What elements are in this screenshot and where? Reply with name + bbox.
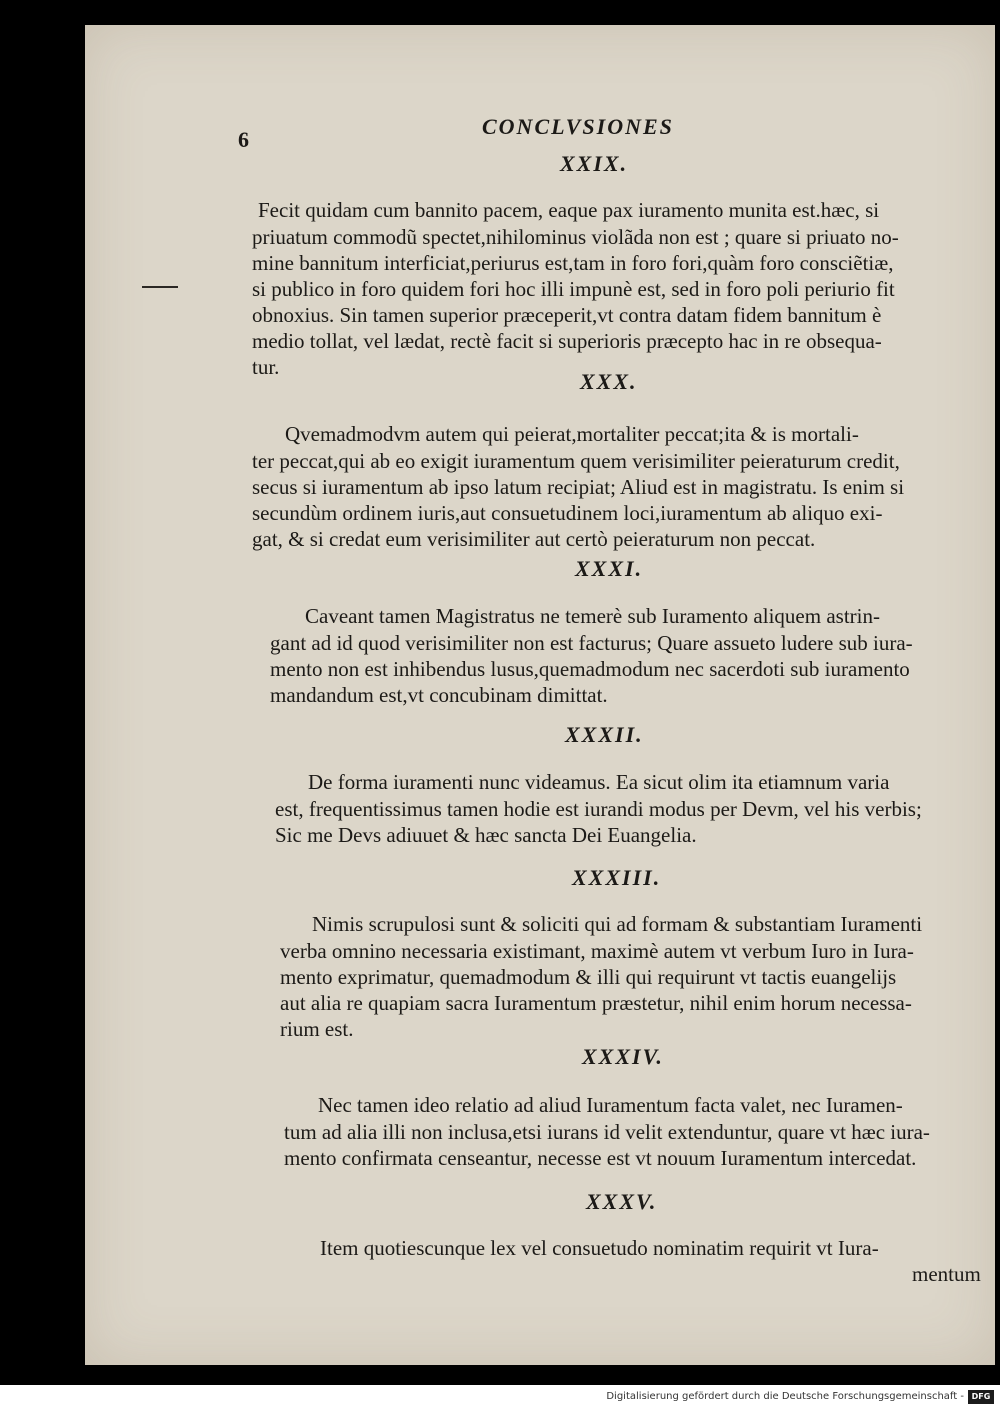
text-line: gant ad id quod verisimiliter non est facturus; Quare assueto ludere sub iura- <box>270 631 913 655</box>
margin-stroke <box>142 286 178 288</box>
text-line: mento exprimatur, quemadmodum & illi qui requirunt vt tactis euangelijs <box>280 965 897 989</box>
section-number: XXXI. <box>575 556 644 581</box>
text-line: tum ad alia illi non inclusa,etsi iurans id velit extenduntur, quare vt hæc iura- <box>284 1120 930 1144</box>
text-line: si publico in foro quidem fori hoc illi impunè est, sed in foro poli periurio fit <box>252 277 895 301</box>
text-line: mento non est inhibendus lusus,quemadmodum nec sacerdoti sub iuramento <box>270 657 910 681</box>
text-line: Fecit quidam cum bannito pacem, eaque pax iuramento munita est.hæc, si <box>258 198 880 222</box>
section-number: XXXIV. <box>582 1044 664 1069</box>
footer-bar <box>0 1385 1000 1410</box>
text-line: medio tollat, vel lædat, rectè facit si superioris præcepto hac in re obsequa- <box>252 329 882 353</box>
text-line: Caveant tamen Magistratus ne temerè sub Iuramento aliquem astrin- <box>305 604 880 628</box>
section-number: XXXII. <box>565 722 644 747</box>
text-line: De forma iuramenti nunc videamus. Ea sicut olim ita etiamnum varia <box>308 770 890 794</box>
page-number: 6 <box>238 127 249 152</box>
text-line: secundùm ordinem iuris,aut consuetudinem loci,iuramentum ab aliquo exi- <box>252 501 883 525</box>
text-line: mentum <box>912 1262 981 1286</box>
dfg-logo: DFG <box>968 1390 994 1404</box>
text-line: Qvemadmodvm autem qui peierat,mortaliter peccat;ita & is mortali- <box>285 422 859 446</box>
text-line: Item quotiescunque lex vel consuetudo nominatim requirit vt Iura- <box>320 1236 879 1260</box>
text-line: priuatum commodũ spectet,nihilominus violãda non est ; quare si priuato no- <box>252 225 899 249</box>
section-number: XXXIII. <box>572 865 662 890</box>
text-line: tur. <box>252 355 280 379</box>
text-line: rium est. <box>280 1017 354 1041</box>
running-head: CONCLVSIONES <box>482 114 674 139</box>
section-number: XXIX. <box>560 151 629 176</box>
text-line: mento confirmata censeantur, necesse est vt nouum Iuramentum intercedat. <box>284 1146 917 1170</box>
text-line: mandandum est,vt concubinam dimittat. <box>270 683 608 707</box>
text-line: Nec tamen ideo relatio ad aliud Iuramentum facta valet, nec Iuramen- <box>318 1093 903 1117</box>
section-number: XXX. <box>580 369 638 394</box>
text-line: secus si iuramentum ab ipso latum recipiat; Aliud est in magistratu. Is enim si <box>252 475 905 499</box>
funding-credit: Digitalisierung gefördert durch die Deutsche Forschungsgemeinschaft - <box>606 1391 964 1402</box>
text-line: ter peccat,qui ab eo exigit iuramentum quem verisimiliter peieraturum credit, <box>252 449 900 473</box>
text-line: est, frequentissimus tamen hodie est iurandi modus per Devm, vel his verbis; <box>275 797 922 821</box>
text-line: verba omnino necessaria existimant, maximè autem vt verbum Iuro in Iura- <box>280 939 914 963</box>
text-line: Nimis scrupulosi sunt & soliciti qui ad formam & substantiam Iuramenti <box>312 912 923 936</box>
text-line: aut alia re quapiam sacra Iuramentum præstetur, nihil enim horum necessa- <box>280 991 912 1015</box>
text-line: obnoxius. Sin tamen superior præceperit,vt contra datam fidem bannitum è <box>252 303 882 327</box>
section-number: XXXV. <box>586 1189 658 1214</box>
text-line: Sic me Devs adiuuet & hæc sancta Dei Euangelia. <box>275 823 697 847</box>
text-line: gat, & si credat eum verisimiliter aut certò peieraturum non peccat. <box>252 527 816 551</box>
text-line: mine bannitum interficiat,periurus est,tam in foro fori,quàm foro consciẽtiæ, <box>252 251 894 275</box>
